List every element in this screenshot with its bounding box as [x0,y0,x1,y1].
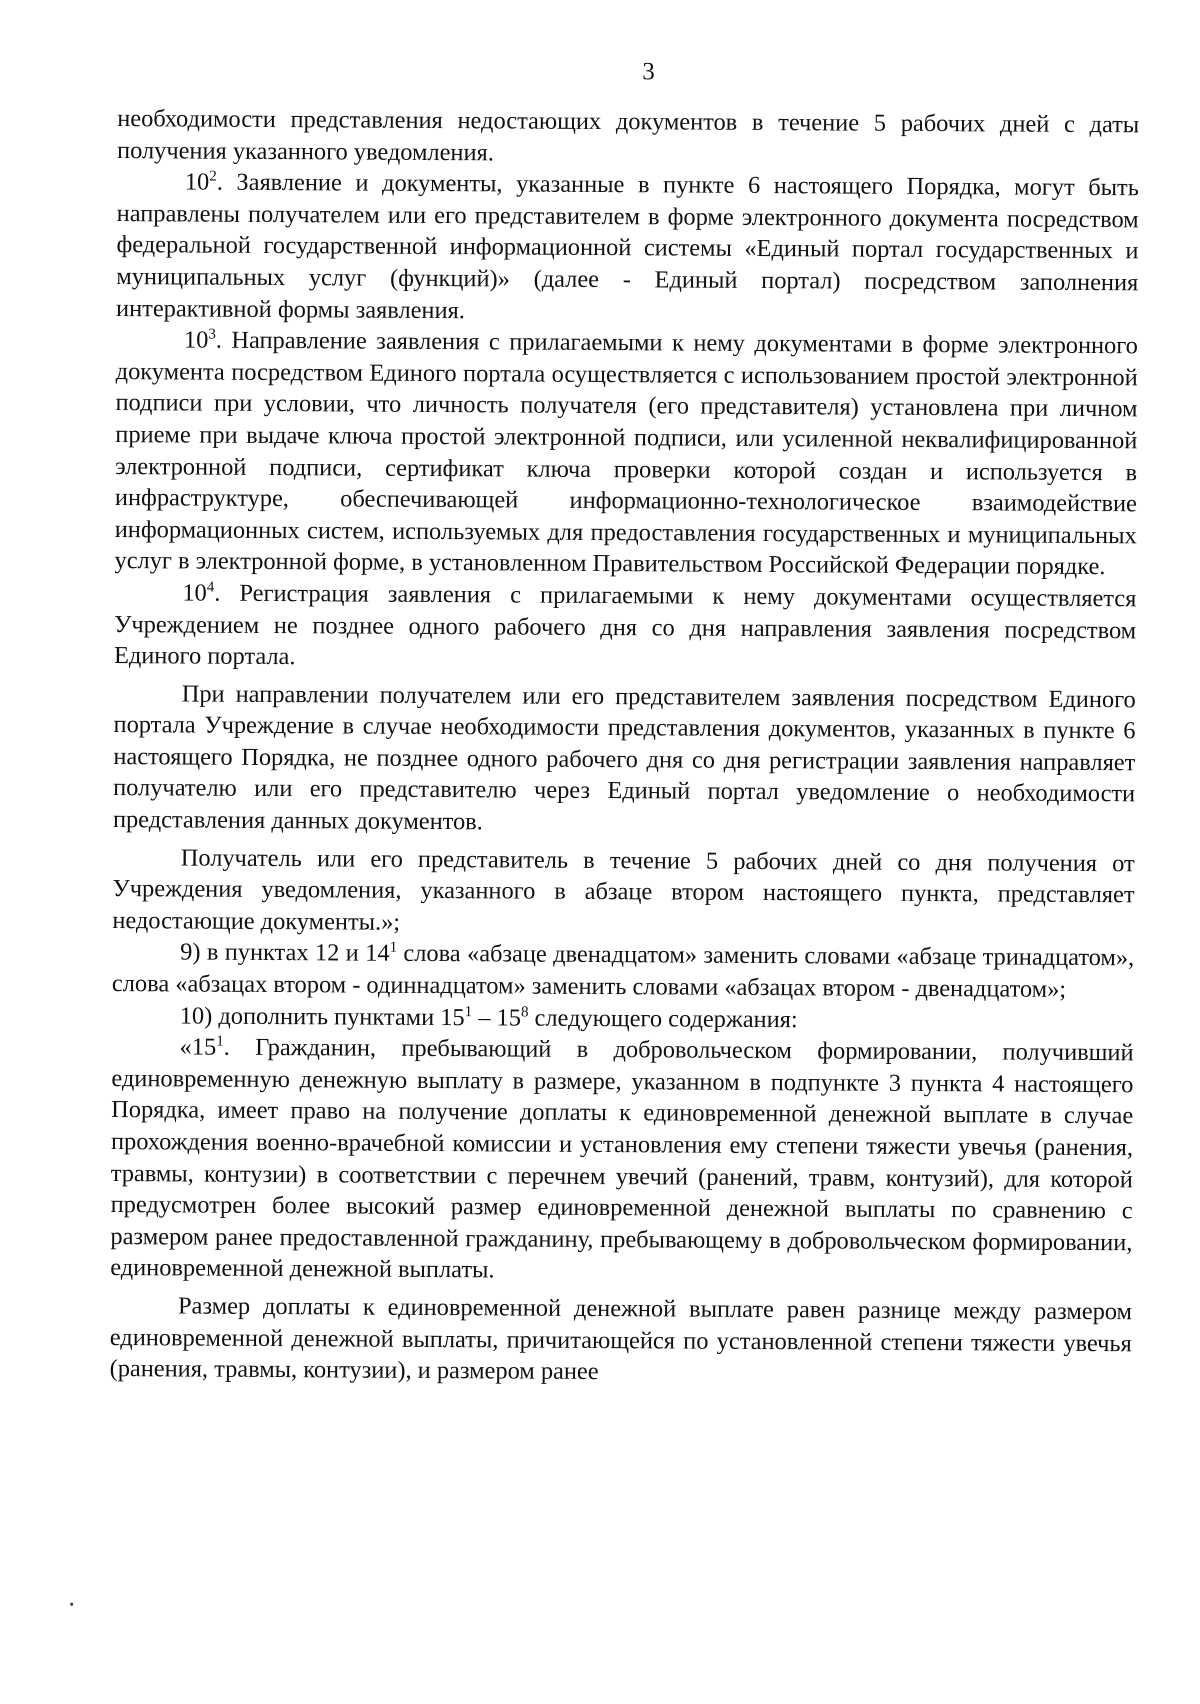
paragraph-continuation [117,103,1139,172]
clause-number: 10 [184,168,210,196]
paragraph-text: Размер доплаты к единовременной денежной выплате равен разнице между размером единовременной денежной выплаты, причитающейся по установленной степени тяжести увечья (ранения, травмы, контузии), и размером ранее [109,1292,1133,1386]
paragraph-missing-documents [112,842,1135,943]
paragraph-supplement-size [110,1290,1133,1391]
paragraph-item-9 [112,936,1134,1005]
paragraph-text: . Гражданин, пребывающий в добровольческом формировании, получивший единовременную денежную выплату в размере, указанном в подпункте 3 пункта 4 настоящего Порядка, имеет право на получение доплаты к единовременной денежной выплате в случае прохождения военно-врачебной комиссии и установления ему степени тяжести увечья (ранения, травмы, контузии) в соответствии с перечнем увечий (ранений, травм, контузий), для которой предусмотрен более высокий размер единовременной денежной выплаты по сравнению с размером ранее предоставленной гражданину, пребывающему в добровольческом формировании, единовременной денежной выплаты. [110,1033,1134,1284]
paragraph-text: следующего содержания: [528,1004,798,1033]
paragraph-text: необходимости представления недостающих документов в течение 5 рабочих дней с даты получения указанного уведомления. [116,105,1140,166]
paragraph-text: При направлении получателем или его представителем заявления посредством Единого портала Учреждение в случае необходимости представления документов, указанных в пункте 6 настоящего Порядка, не позднее одного рабочего дня со дня регистрации заявления направляет получателю или его представителю через Единый портал уведомление о необходимости представления данных документов. [112,680,1136,836]
item-prefix: 10) дополнить пунктами 15 [179,1002,465,1031]
page-number: 3 [642,58,655,86]
paragraph-text: . Заявление и документы, указанные в пункте 6 настоящего Порядка, могут быть направлены получателем или его представителем в форме электронного документа посредством федеральной государственной информационной системы «Единый портал государственных и муниципальных услуг (функций)» (далее - Единый портал) посредством заполнения интерактивной формы заявления. [116,168,1139,324]
paragraph-10-3 [114,324,1138,583]
paragraph-text: . Направление заявления с прилагаемыми к нему документами в форме электронного документа посредством Единого портала осуществляется с использованием простой электронной подписи при условии, что личность получателя (его представителя) установлена при личном приеме при выдаче ключа простой электронной подписи, или усиленной неквалифицированной электронной подписи, сертификат ключа проверки которой создан и используется в инфраструктуре, обеспечивающей информационно-технологическое взаимодействие информационных систем, используемых для предоставления государственных и муниципальных услуг в электронной форме, в установленном Правительством Российской Федерации порядке. [114,326,1138,581]
paragraph-15-1 [110,1031,1134,1290]
clause-number: 10 [183,326,209,354]
item-superscript: 1 [464,1003,473,1020]
clause-number: 10 [182,579,207,607]
scan-speck [70,1603,73,1606]
item-superscript-2: 8 [520,1004,529,1021]
item-superscript: 1 [389,940,398,957]
paragraph-single-portal-request [113,678,1136,842]
paragraph-text: . Регистрация заявления с прилагаемыми к нему документами осуществляется Учреждением не позднее одного рабочего дня со дня направления заявления посредством Единого портала. [113,579,1137,671]
paragraph-10-4 [114,577,1137,678]
clause-superscript: 2 [209,168,217,185]
item-prefix: 9) в пунктах 12 и 14 [180,938,390,968]
item-range-dash: – 15 [472,1003,522,1032]
clause-superscript: 1 [216,1033,224,1050]
paragraph-10-2 [116,166,1139,330]
clause-superscript: 4 [206,579,215,596]
paragraph-text: Получатель или его представитель в течение 5 рабочих дней со дня получения от Учреждения уведомления, указанного в абзаце втором настоящего пункта, представляет недостающие документы.»; [112,844,1135,936]
paragraph-text: слова «абзаце двенадцатом» заменить словами «абзаце тринадцатом», слова «абзацах втором - одиннадцатом» заменить словами «абзацах втором - двенадцатом»; [111,940,1135,1003]
clause-superscript: 3 [208,326,216,343]
clause-number: «15 [179,1033,217,1061]
